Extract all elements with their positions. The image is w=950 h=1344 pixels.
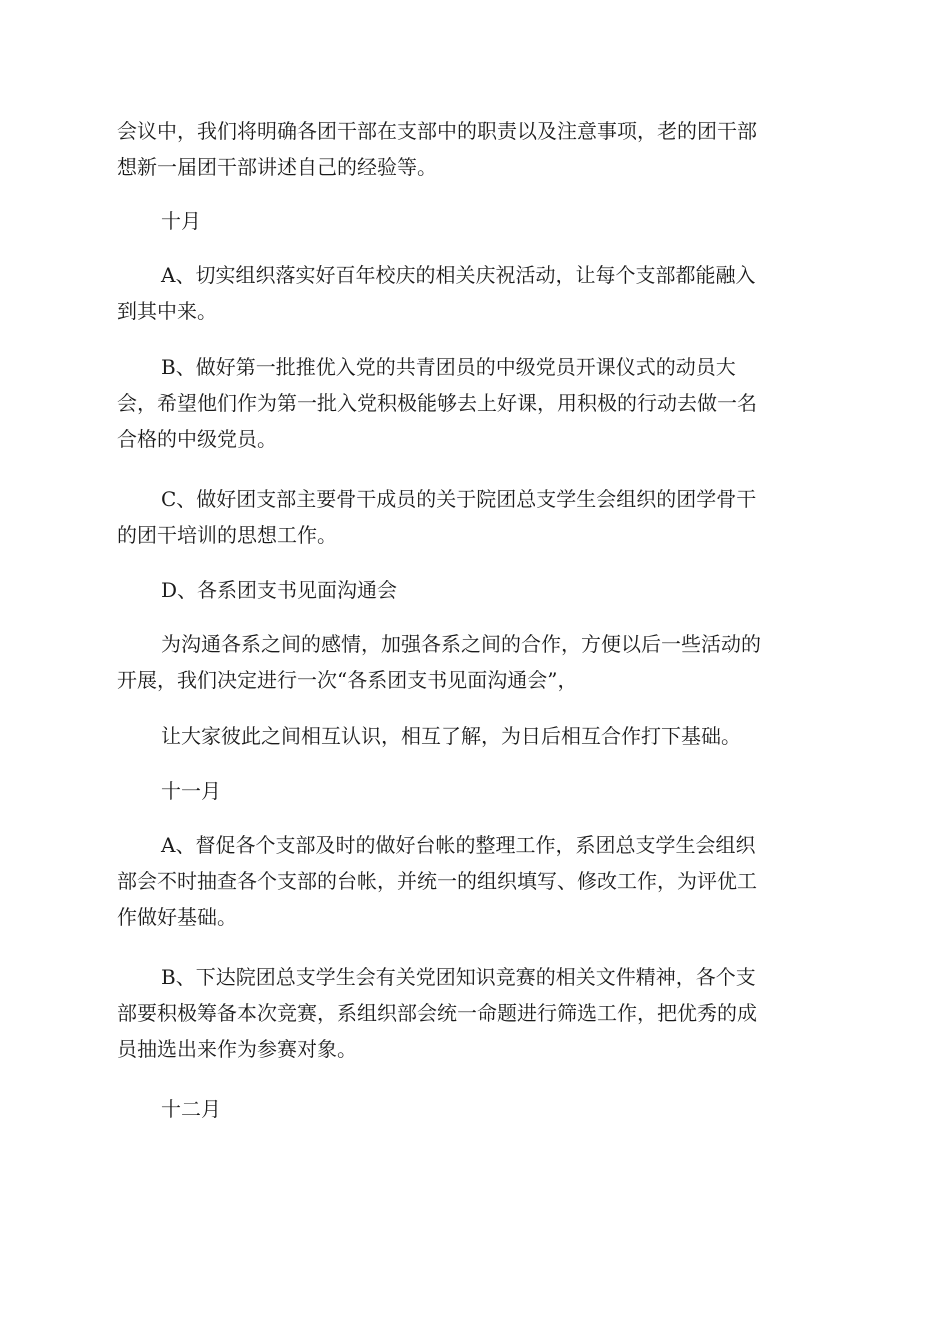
- text-line: C、做好团支部主要骨干成员的关于院团总支学生会组织的团学骨干: [161, 487, 757, 511]
- text-line: 想新一届团干部讲述自己的经验等。: [117, 155, 437, 179]
- paragraph-october-a: [117, 257, 837, 329]
- text-line: 作做好基础。: [117, 905, 237, 929]
- heading-october: [117, 203, 837, 239]
- paragraph-october-b: [117, 349, 837, 457]
- heading-november: [117, 773, 837, 809]
- text-line: D、各系团支书见面沟通会: [161, 578, 398, 602]
- text-line: 到其中来。: [117, 299, 217, 323]
- paragraph-october-c: [117, 481, 837, 553]
- text-line: 员抽选出来作为参赛对象。: [117, 1037, 357, 1061]
- text-line: B、做好第一批推优入党的共青团员的中级党员开课仪式的动员大: [161, 355, 736, 379]
- text-line: 十二月: [161, 1097, 221, 1121]
- paragraph-communication: [117, 626, 837, 698]
- paragraph-mutual-understanding: [117, 718, 837, 754]
- text-line: 的团干培训的思想工作。: [117, 523, 337, 547]
- text-line: A、督促各个支部及时的做好台帐的整理工作，系团总支学生会组织: [161, 833, 756, 857]
- text-line: 让大家彼此之间相互认识，相互了解，为日后相互合作打下基础。: [161, 724, 741, 748]
- paragraph-october-d: [117, 572, 837, 608]
- text-line: 会议中，我们将明确各团干部在支部中的职责以及注意事项，老的团干部: [117, 119, 757, 143]
- heading-december: [117, 1091, 837, 1127]
- text-line: 开展，我们决定进行一次“各系团支书见面沟通会”，: [117, 668, 578, 692]
- text-line: 部要积极筹备本次竞赛，系组织部会统一命题进行筛选工作，把优秀的成: [117, 1001, 757, 1025]
- text-line: B、下达院团总支学生会有关党团知识竞赛的相关文件精神，各个支: [161, 965, 756, 989]
- text-line: 十月: [161, 209, 201, 233]
- text-line: A、切实组织落实好百年校庆的相关庆祝活动，让每个支部都能融入: [161, 263, 756, 287]
- text-line: 为沟通各系之间的感情，加强各系之间的合作，方便以后一些活动的: [161, 632, 761, 656]
- text-line: 十一月: [161, 779, 221, 803]
- paragraph-meeting-duties: [117, 113, 837, 185]
- paragraph-november-b: [117, 959, 837, 1067]
- text-line: 合格的中级党员。: [117, 427, 277, 451]
- text-line: 会，希望他们作为第一批入党积极能够去上好课，用积极的行动去做一名: [117, 391, 757, 415]
- paragraph-november-a: [117, 827, 837, 935]
- text-line: 部会不时抽查各个支部的台帐，并统一的组织填写、修改工作，为评优工: [117, 869, 757, 893]
